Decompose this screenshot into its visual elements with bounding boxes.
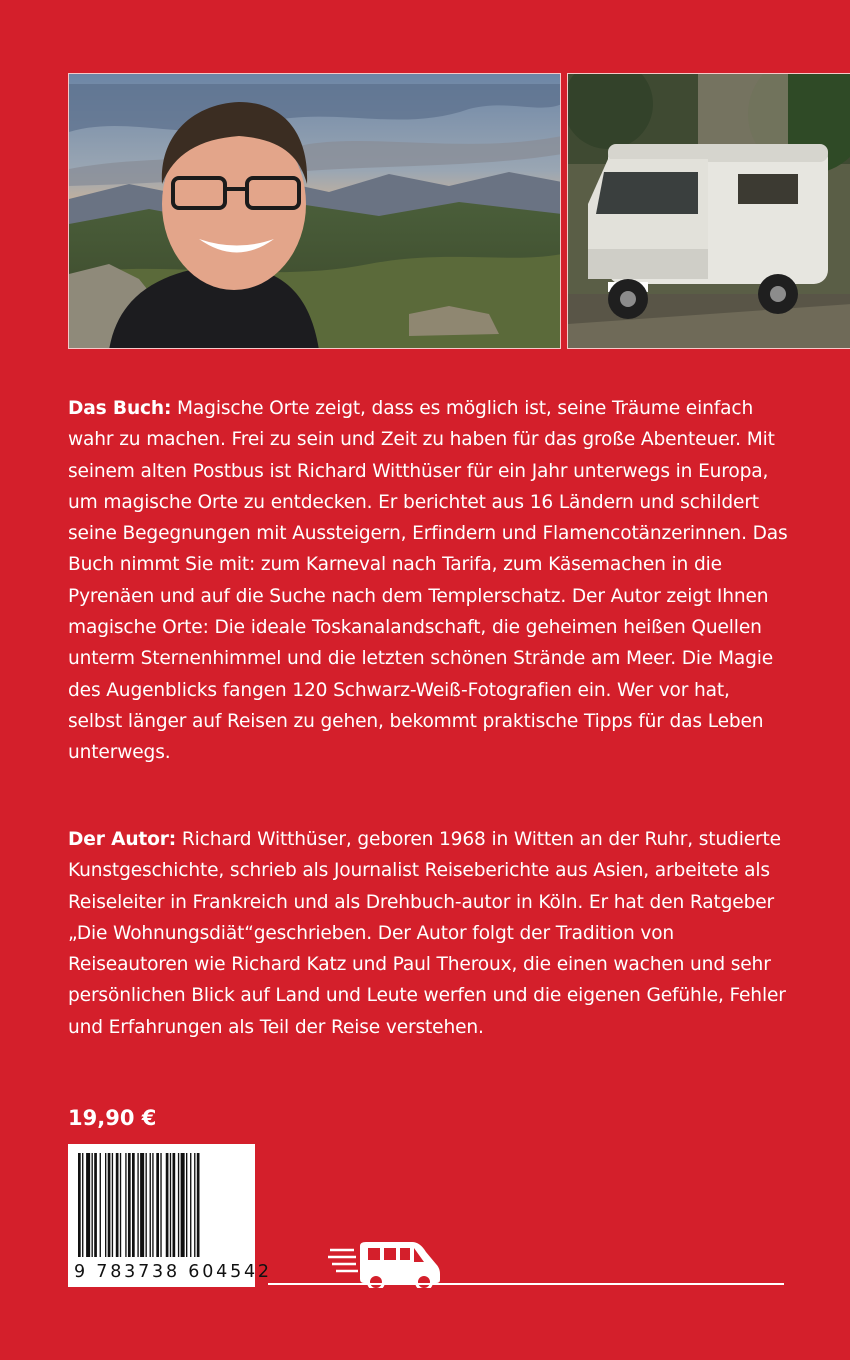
bottom-rule: [268, 1283, 784, 1285]
barcode-bar: [152, 1153, 153, 1257]
barcode-bar: [194, 1153, 195, 1257]
barcode-bar: [137, 1153, 138, 1257]
isbn-number: 9 783738 604542: [74, 1262, 272, 1282]
barcode-bar: [156, 1153, 159, 1257]
camper-photo: [567, 73, 850, 349]
barcode-bar: [108, 1153, 111, 1257]
author-lead: Der Autor:: [68, 829, 177, 850]
barcode-bar: [78, 1153, 81, 1257]
barcode-bar: [125, 1153, 126, 1257]
barcode-bar: [116, 1153, 119, 1257]
barcode-bar: [132, 1153, 135, 1257]
author-photo: [68, 73, 561, 349]
barcode-bar: [160, 1153, 161, 1257]
barcode-bar: [100, 1153, 101, 1257]
barcode-bar: [146, 1153, 147, 1257]
barcode-bar: [105, 1153, 106, 1257]
book-description: [68, 393, 788, 769]
barcode-bar: [86, 1153, 90, 1257]
barcode-bar: [170, 1153, 171, 1257]
barcode-bar: [82, 1153, 83, 1257]
barcode-bar: [140, 1153, 144, 1257]
isbn-barcode: [68, 1144, 272, 1287]
price-label: 19,90 €: [68, 1106, 157, 1130]
barcode-bar: [128, 1153, 131, 1257]
barcode-bar: [92, 1153, 93, 1257]
author-body: Richard Witthüser, geboren 1968 in Witten an der Ruhr, studierte Kunstgeschichte, schrieb als Journalist Reiseberichte aus Asien, arbeitete als Reiseleiter in Frankreich und als Drehbuch-autor in Köln. Er hat den Ratgeber „Die Wohnungsdiät“geschrieben. Der Autor folgt der Tradition von Reiseautoren wie Richard Katz und Paul Theroux, die einen wachen und sehr persönlichen Blick auf Land und Leute werfen und die eigenen Gefühle, Fehler und Erfahrungen als Teil der Reise verstehen.: [68, 829, 786, 1038]
barcode-bar: [181, 1153, 185, 1257]
barcode-bar: [186, 1153, 187, 1257]
barcode-bar: [190, 1153, 191, 1257]
barcode-bar: [94, 1153, 97, 1257]
barcode-bar: [166, 1153, 169, 1257]
barcode-bar: [178, 1153, 179, 1257]
barcode-bar: [150, 1153, 151, 1257]
barcode-bar: [120, 1153, 121, 1257]
book-lead: Das Buch:: [68, 398, 172, 419]
barcode-bar: [197, 1153, 200, 1257]
barcode-bar: [112, 1153, 113, 1257]
barcode-bars: [78, 1153, 245, 1257]
author-description: [68, 824, 788, 1043]
book-body: Magische Orte zeigt, dass es möglich ist, seine Träume einfach wahr zu machen. Frei zu sein und Zeit zu haben für das große Abenteuer. Mit seinem alten Postbus ist Richard Witthüser für ein Jahr unterwegs in Europa, um magische Orte zu entdecken. Er berichtet aus 16 Ländern und schildert seine Begegnungen mit Aussteigern, Erfindern und Flamencotänzerinnen. Das Buch nimmt Sie mit: zum Karneval nach Tarifa, zum Käsemachen in die Pyrenäen und auf die Suche nach dem Templerschatz. Der Autor zeigt Ihnen magische Orte: Die ideale Toskanalandschaft, die geheimen heißen Quellen unterm Sternenhimmel und die letzten schönen Strände am Meer. Die Magie des Augenblicks fangen 120 Schwarz-Weiß-Fotografien ein. Wer vor hat, selbst länger auf Reisen zu gehen, bekommt praktische Tipps für das Leben unterwegs.: [68, 398, 788, 764]
barcode-bar: [173, 1153, 176, 1257]
